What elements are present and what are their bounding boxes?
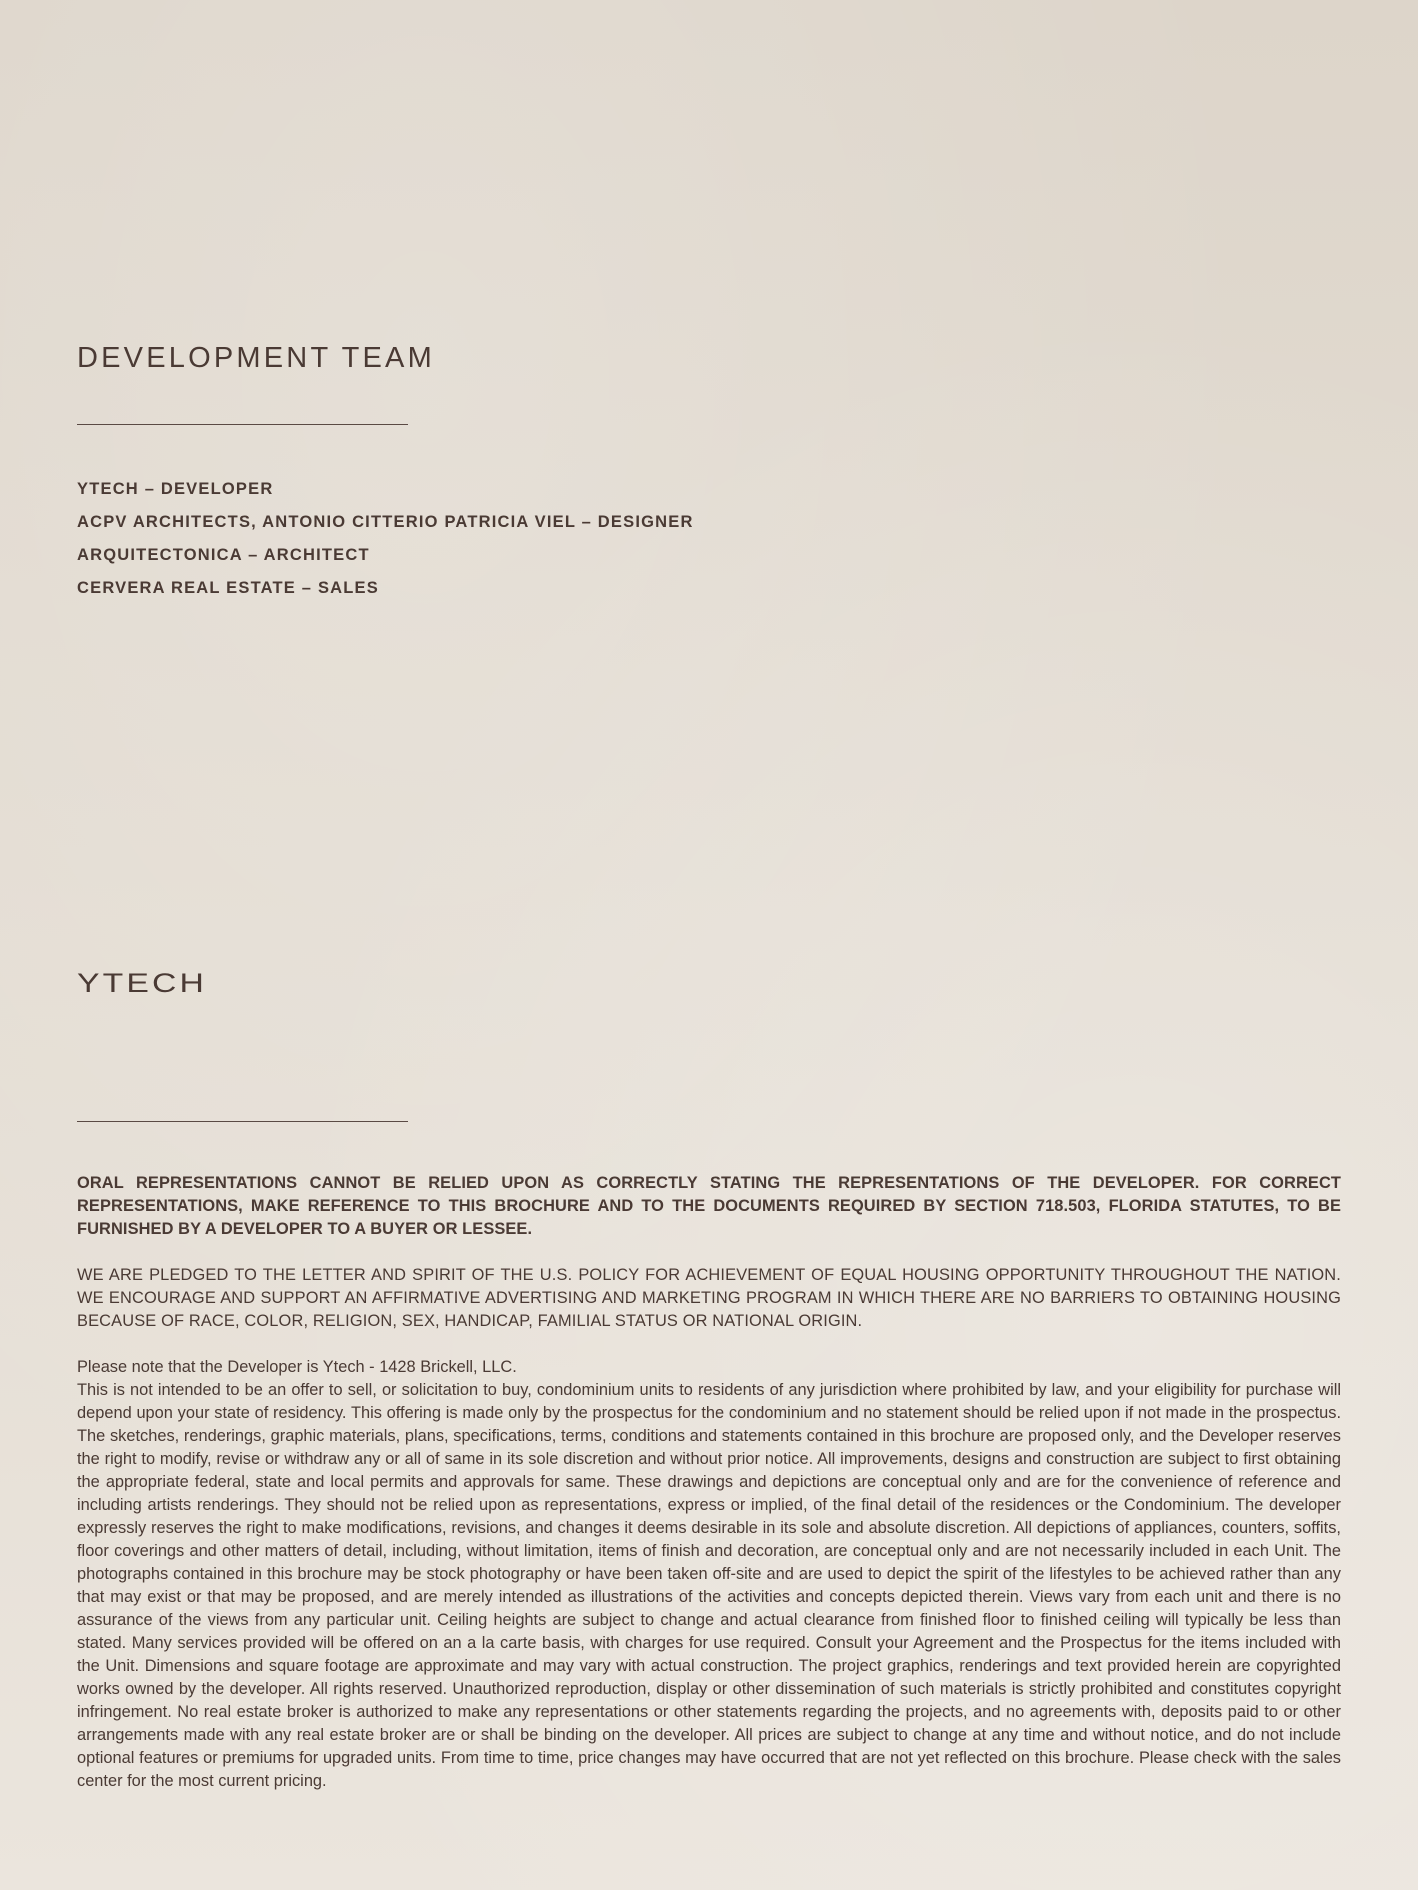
- oral-representations-notice: ORAL REPRESENTATIONS CANNOT BE RELIED UPON AS CORRECTLY STATING THE REPRESENTATIONS OF THE DEVELOPER. FOR CORRECT REPRESENTATIONS, MAKE REFERENCE TO THIS BROCHURE AND TO THE DOCUMENTS REQUIRED BY SECTION 718.503, FLORIDA STATUTES, TO BE FURNISHED BY A DEVELOPER TO A BUYER OR LESSEE.: [77, 1174, 1341, 1238]
- equal-housing-notice: WE ARE PLEDGED TO THE LETTER AND SPIRIT OF THE U.S. POLICY FOR ACHIEVEMENT OF EQUAL HOUSING OPPORTUNITY THROUGHOUT THE NATION. WE ENCOURAGE AND SUPPORT AN AFFIRMATIVE ADVERTISING AND MARKETING PROGRAM IN WHICH THERE ARE NO BARRIERS TO OBTAINING HOUSING BECAUSE OF RACE, COLOR, RELIGION, SEX, HANDICAP, FAMILIAL STATUS OR NATIONAL ORIGIN.: [77, 1266, 1341, 1330]
- team-item-designer: ACPV ARCHITECTS, ANTONIO CITTERIO PATRICIA VIEL – DESIGNER: [77, 513, 694, 531]
- title-divider: [77, 424, 408, 425]
- team-item-developer: YTECH – DEVELOPER: [77, 480, 274, 498]
- brochure-page: [77, 0, 1341, 1890]
- disclaimers: [77, 1172, 1341, 1793]
- ytech-logo: YTECH: [77, 968, 208, 998]
- section-title: DEVELOPMENT TEAM: [77, 342, 435, 374]
- disclaimer-divider: [77, 1121, 408, 1122]
- legal-disclaimer: This is not intended to be an offer to sell, or solicitation to buy, condominium units to residents of any jurisdiction where prohibited by law, and your eligibility for purchase will depend upon your state of residency. This offering is made only by the prospectus for the condominium and no statement should be relied upon if not made in the prospectus. The sketches, renderings, graphic materials, plans, specifications, terms, conditions and statements contained in this brochure are proposed only, and the Developer reserves the right to modify, revise or withdraw any or all of same in its sole discretion and without prior notice. All improvements, designs and construction are subject to first obtaining the appropriate federal, state and local permits and approvals for same. These drawings and depictions are conceptual only and are for the convenience of reference and including artists renderings. They should not be relied upon as representations, express or implied, of the final detail of the residences or the Condominium. The developer expressly reserves the right to make modifications, revisions, and changes it deems desirable in its sole and absolute discretion. All depictions of appliances, counters, soffits, floor coverings and other matters of detail, including, without limitation, items of finish and decoration, are conceptual only and are not necessarily included in each Unit. The photographs contained in this brochure may be stock photography or have been taken off-site and are used to depict the spirit of the lifestyles to be achieved rather than any that may exist or that may be proposed, and are merely intended as illustrations of the activities and concepts depicted therein. Views vary from each unit and there is no assurance of the views from any particular unit. Ceiling heights are subject to change and actual clearance from finished floor to finished ceiling will typically be less than stated. Many services provided will be offered on an a la carte basis, with charges for use required. Consult your Agreement and the Prospectus for the items included with the Unit. Dimensions and square footage are approximate and may vary with actual construction. The project graphics, renderings and text provided herein are copyrighted works owned by the developer. All rights reserved. Unauthorized reproduction, display or other dissemination of such materials is strictly prohibited and constitutes copyright infringement. No real estate broker is authorized to make any representations or other statements regarding the projects, and no agreements with, deposits paid to or other arrangements made with any real estate broker are or shall be binding on the developer. All prices are subject to change at any time and without notice, and do not include optional features or premiums for upgraded units. From time to time, price changes may have occurred that are not yet reflected on this brochure. Please check with the sales center for the most current pricing.: [77, 1381, 1341, 1790]
- team-item-architect: ARQUITECTONICA – ARCHITECT: [77, 546, 370, 564]
- developer-note: Please note that the Developer is Ytech - 1428 Brickell, LLC.: [77, 1358, 517, 1376]
- team-list: [77, 473, 694, 605]
- team-item-sales: CERVERA REAL ESTATE – SALES: [77, 579, 379, 597]
